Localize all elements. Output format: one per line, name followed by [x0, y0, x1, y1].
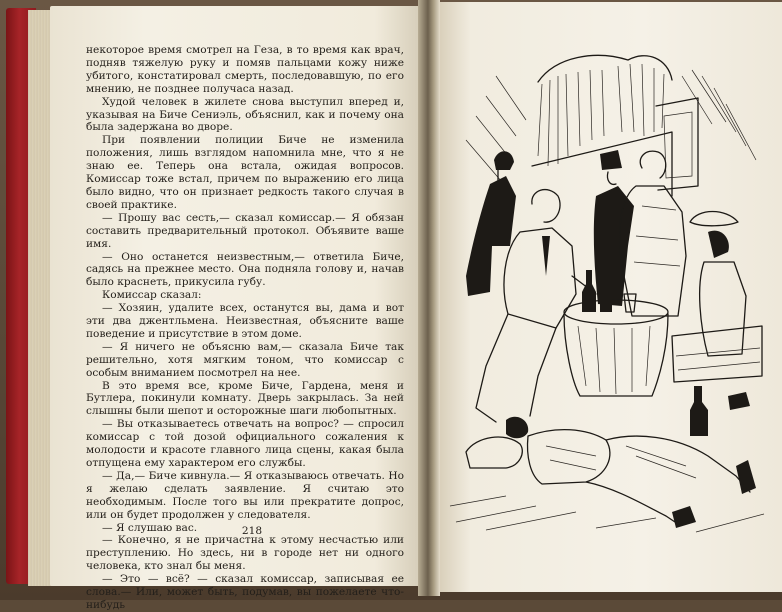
paragraph: Комиссар сказал: — [102, 289, 202, 302]
paragraph: — Это — всё? — сказал комиссар, записывая ее слова.— Или, может быть, подумав, вы пожелаете что-нибудь — [86, 573, 404, 611]
book-gutter — [418, 0, 440, 596]
window-curtain — [466, 55, 756, 196]
paragraph: В это время все, кроме Биче, Гардена, меня и Бутлера, покинули комнату. Дверь закрылась. За ней слышны были шепот и осторожные шаги любопытных. — [86, 379, 404, 418]
paragraph: — Прошу вас сесть,— сказал комиссар.— Я обязан составить предварительный протокол. Объявите ваше имя. — [86, 211, 404, 250]
paragraph: — Оно останется неизвестным,— ответила Биче, садясь на прежнее место. Она подняла голову и, начав было краснеть, прикусила губу. — [86, 250, 404, 289]
floor-hatching — [450, 496, 764, 532]
paragraph: — Я ничего не объясню вам,— сказала Биче так решительно, хотя мягким тоном, что комиссар с особым вниманием посмотрел на нее. — [86, 340, 404, 379]
paragraph: — Конечно, я не причастна к этому несчастью или преступлению. Но здесь, ни в городе нет ни одного человека, кто знал бы меня. — [86, 534, 404, 573]
paragraph: — Да,— Биче кивнула.— Я отказываюсь отвечать. Но я желаю сделать заявление. Я считаю это необходимым. После того вы или прекратите допрос, или он будет продолжен у следователя. — [86, 469, 404, 521]
paragraph: При появлении полиции Биче не изменила положения, лишь взглядом напомнила мне, что я не знаю ее. Теперь она встала, ожидая вопросов. Комиссар тоже встал, причем по выражению его лица было видно, что он признает редкость такого случая в своей практике. — [86, 134, 404, 211]
illustration-drawing — [446, 36, 770, 534]
policeman-right — [594, 150, 634, 306]
bench — [672, 326, 762, 436]
page-number: 218 — [241, 525, 263, 537]
interrogation-illustration — [446, 36, 770, 534]
paragraph: — Я слушаю вас. — [102, 521, 198, 534]
woman-with-hat — [690, 212, 746, 357]
policeman-left — [466, 151, 516, 296]
paragraph: — Вы отказываетесь отвечать на вопрос? — спросил комиссар с той дозой официального сожаления к молодости и красоте главного лица сцены, какая была отпущена ему характером его службы. — [86, 418, 404, 469]
paragraph: — Хозяин, удалите всех, останутся вы, дама и вот эти два джентльмена. Неизвестная, объясните ваше поведение и присутствие в этом доме. — [86, 302, 404, 340]
paragraph: Худой человек в жилете снова выступил вперед и, указывая на Биче Сениэль, объяснил, как и почему она была задержана во дворе. — [86, 95, 404, 134]
paragraph: некоторое время смотрел на Геза, в то время как врач, подняв тяжелую руку и помяв пальцами кожу ниже убитого, констатировал смерть, последовавшую, по его мнению, не позднее получаса назад. — [86, 44, 404, 95]
